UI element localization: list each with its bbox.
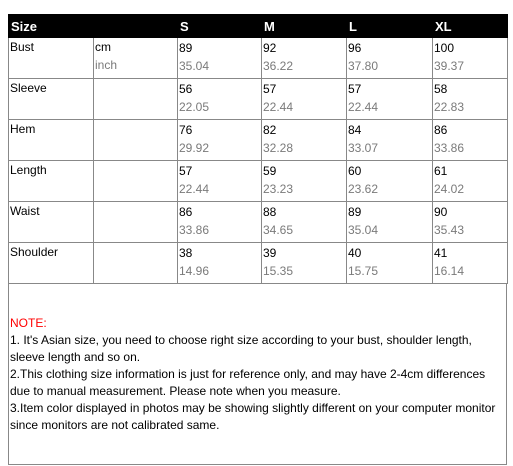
size-value-cell (347, 120, 433, 161)
table-row (9, 161, 508, 202)
size-value-cell (433, 120, 508, 161)
size-value-cell (262, 120, 347, 161)
inch-value: 14.96 (179, 264, 210, 278)
inch-value: 39.37 (434, 59, 465, 73)
size-value-cell (433, 38, 508, 79)
cm-value: 56 (179, 82, 193, 96)
header-row (9, 15, 508, 38)
unit-inch-label: inch (95, 58, 118, 72)
unit-cm-label: cm (95, 40, 111, 54)
size-value-cell (262, 38, 347, 79)
cm-value: 38 (179, 246, 193, 260)
cm-value: 61 (434, 164, 448, 178)
cm-value: 89 (348, 205, 362, 219)
note-line-1: 1. It's Asian size, you need to choose right size according to your bust, shoulder length, sleeve length and so on. (10, 333, 472, 364)
notes-box (8, 284, 507, 465)
cm-value: 96 (348, 41, 362, 55)
inch-value: 35.43 (434, 223, 465, 237)
cm-value: 86 (179, 205, 193, 219)
cm-value: 89 (179, 41, 193, 55)
size-chart (8, 14, 507, 465)
header-s: S (178, 15, 262, 38)
inch-value: 16.14 (434, 264, 465, 278)
cm-value: 40 (348, 246, 362, 260)
size-value-cell (262, 243, 347, 284)
header-unit (94, 15, 178, 38)
inch-value: 33.86 (434, 141, 465, 155)
inch-value: 35.04 (179, 59, 210, 73)
table-row (9, 243, 508, 284)
row-label: Length (9, 161, 94, 202)
row-label: Hem (9, 120, 94, 161)
size-value-cell (433, 79, 508, 120)
cm-value: 57 (179, 164, 193, 178)
size-value-cell (178, 120, 262, 161)
cm-value: 100 (434, 41, 455, 55)
inch-value: 32.28 (263, 141, 294, 155)
table-row (9, 202, 508, 243)
inch-value: 22.05 (179, 100, 210, 114)
unit-cell (94, 38, 178, 79)
cm-value: 57 (263, 82, 277, 96)
table-row (9, 120, 508, 161)
cm-value: 92 (263, 41, 277, 55)
cm-value: 39 (263, 246, 277, 260)
row-label: Sleeve (9, 79, 94, 120)
header-size: Size (9, 15, 94, 38)
inch-value: 15.35 (263, 264, 294, 278)
unit-cell (94, 161, 178, 202)
row-label: Shoulder (9, 243, 94, 284)
inch-value: 35.04 (348, 223, 379, 237)
inch-value: 36.22 (263, 59, 294, 73)
size-value-cell (433, 202, 508, 243)
inch-value: 24.02 (434, 182, 465, 196)
size-value-cell (433, 243, 508, 284)
size-value-cell (178, 161, 262, 202)
inch-value: 15.75 (348, 264, 379, 278)
size-value-cell (178, 202, 262, 243)
inch-value: 23.62 (348, 182, 379, 196)
inch-value: 22.44 (348, 100, 379, 114)
row-label: Bust (9, 38, 94, 79)
cm-value: 59 (263, 164, 277, 178)
cm-value: 86 (434, 123, 448, 137)
header-xl: XL (433, 15, 508, 38)
inch-value: 37.80 (348, 59, 379, 73)
unit-cell (94, 202, 178, 243)
table-row (9, 38, 508, 79)
cm-value: 88 (263, 205, 277, 219)
unit-cell (94, 243, 178, 284)
inch-value: 22.44 (263, 100, 294, 114)
size-value-cell (347, 161, 433, 202)
size-value-cell (347, 202, 433, 243)
size-value-cell (178, 79, 262, 120)
note-title: NOTE: (10, 316, 47, 330)
size-value-cell (178, 243, 262, 284)
size-value-cell (347, 79, 433, 120)
inch-value: 33.07 (348, 141, 379, 155)
size-value-cell (347, 38, 433, 79)
size-table-body (9, 38, 508, 284)
size-value-cell (178, 38, 262, 79)
cm-value: 82 (263, 123, 277, 137)
size-value-cell (433, 161, 508, 202)
cm-value: 60 (348, 164, 362, 178)
cm-value: 76 (179, 123, 193, 137)
unit-cell (94, 120, 178, 161)
table-row (9, 79, 508, 120)
size-value-cell (262, 161, 347, 202)
note-line-3: 3.Item color displayed in photos may be showing slightly different on your computer monitor since monitors are not calibrated same. (10, 401, 496, 432)
header-l: L (347, 15, 433, 38)
inch-value: 29.92 (179, 141, 210, 155)
note-line-2: 2.This clothing size information is just for reference only, and may have 2-4cm differences due to manual measurement. Please note when you measure. (10, 367, 486, 398)
inch-value: 23.23 (263, 182, 294, 196)
size-value-cell (347, 243, 433, 284)
cm-value: 57 (348, 82, 362, 96)
cm-value: 84 (348, 123, 362, 137)
size-value-cell (262, 79, 347, 120)
unit-cell (94, 79, 178, 120)
row-label: Waist (9, 202, 94, 243)
cm-value: 90 (434, 205, 448, 219)
inch-value: 22.44 (179, 182, 210, 196)
inch-value: 22.83 (434, 100, 465, 114)
size-table (8, 14, 508, 284)
cm-value: 41 (434, 246, 448, 260)
inch-value: 34.65 (263, 223, 294, 237)
cm-value: 58 (434, 82, 448, 96)
inch-value: 33.86 (179, 223, 210, 237)
size-value-cell (262, 202, 347, 243)
header-m: M (262, 15, 347, 38)
